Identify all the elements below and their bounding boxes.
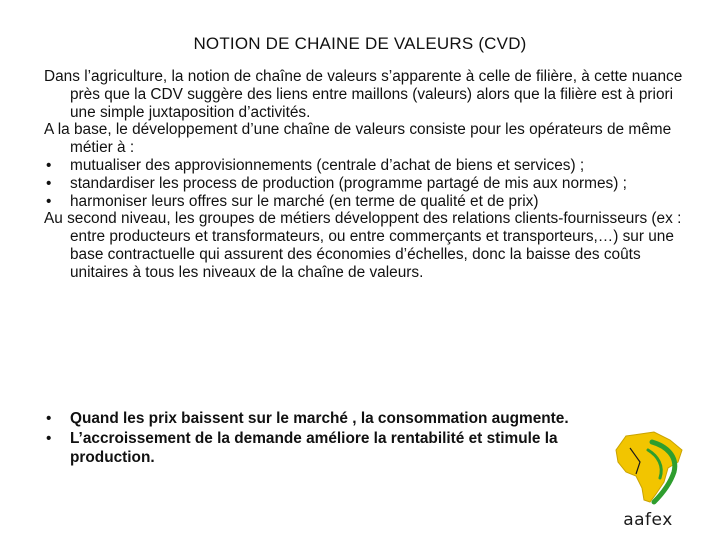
bold-bullet-text: L’accroissement de la demande améliore la rentabilité et stimule la production. <box>70 429 558 466</box>
bullet-text: standardiser les process de production (programme partagé de mis aux normes) ; <box>70 174 627 192</box>
africa-map-icon <box>596 428 700 512</box>
bullet-text: mutualiser des approvisionnements (centrale d’achat de biens et services) ; <box>70 156 585 174</box>
bold-bullet-text: Quand les prix baissent sur le marché , la consommation augmente. <box>70 410 569 427</box>
logo-text: aafex <box>623 510 673 530</box>
bullet-icon: • <box>46 156 52 174</box>
bullet-item <box>44 193 694 211</box>
bullet-icon: • <box>46 174 52 192</box>
bold-bullet-item <box>44 409 644 429</box>
bullet-icon: • <box>46 410 52 427</box>
bullet-item <box>44 175 694 193</box>
bullet-icon: • <box>46 429 52 447</box>
bullet-text: harmoniser leurs offres sur le marché (en terme de qualité et de prix) <box>70 192 539 210</box>
aafex-logo <box>596 428 700 536</box>
conclusion-list <box>44 409 644 468</box>
paragraph-second-level: Au second niveau, les groupes de métiers développent des relations clients-fournisseurs (ex : entre producteurs et transformateurs, ou entre commerçants et transporteurs,…) sur une base contractuelle qui assurent des économies d’échelles, donc la baisse des coûts unitaires à tous les niveaux de la chaîne de valeurs. <box>44 210 682 281</box>
bullet-icon: • <box>46 192 52 210</box>
bullet-item <box>44 157 694 175</box>
paragraph-definition: Dans l’agriculture, la notion de chaîne de valeurs s’apparente à celle de filière, à cette nuance près que la CDV suggère des liens entre maillons (valeurs) alors que la filière est à priori une simple juxtaposition d’activités. <box>44 68 683 121</box>
slide-body <box>44 68 694 282</box>
slide-title: NOTION DE CHAINE DE VALEURS (CVD) <box>193 34 527 53</box>
bold-bullet-item <box>44 429 644 468</box>
paragraph-base-level: A la base, le développement d’une chaîne de valeurs consiste pour les opérateurs de même métier à : <box>44 121 672 157</box>
